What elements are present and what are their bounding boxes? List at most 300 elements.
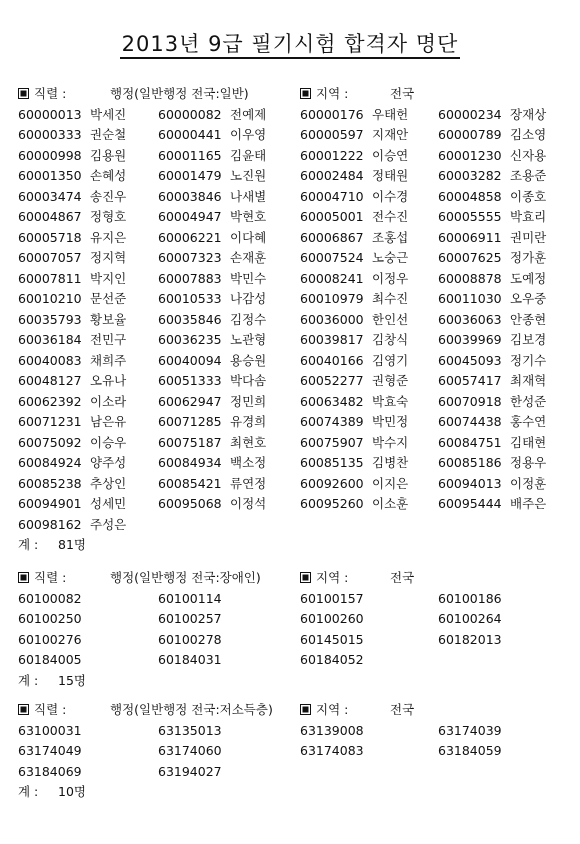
candidate-entry: [18, 412, 127, 433]
exam-number: 60006221: [158, 229, 222, 245]
candidate-name: 노관형: [230, 332, 267, 347]
section-total: [18, 782, 570, 803]
exam-number: 60182013: [438, 631, 502, 647]
exam-number: 60075092: [18, 434, 82, 450]
square-bullet-icon: [18, 572, 29, 583]
candidate-name: 권형준: [372, 373, 409, 388]
exam-number: 60000013: [18, 106, 82, 122]
candidate-entry: [18, 166, 127, 187]
candidate-name: 이종호: [510, 188, 547, 204]
candidate-name: 지재안: [372, 127, 409, 142]
region-label: [300, 568, 348, 589]
list-row: [18, 248, 570, 269]
job-series-label: [18, 84, 66, 105]
exam-number: 60084924: [18, 455, 82, 470]
candidate-entry: [300, 741, 364, 762]
candidate-name: 류연정: [230, 475, 267, 491]
candidate-entry: [300, 166, 409, 187]
exam-number: 60098162: [18, 516, 82, 532]
exam-number: 60063482: [300, 393, 364, 409]
candidate-name: 박세진: [90, 106, 127, 122]
list-row: [18, 589, 570, 610]
total-label: 계 :: [18, 784, 39, 799]
candidate-name: 정용우: [510, 455, 547, 470]
candidate-entry: [18, 630, 82, 651]
candidate-entry: [18, 433, 127, 454]
candidate-entry: [18, 392, 127, 413]
candidate-entry: [438, 248, 547, 269]
candidate-name: 손혜성: [90, 168, 127, 183]
list-row: [18, 453, 570, 474]
square-bullet-icon: [18, 704, 29, 715]
candidate-entry: [158, 351, 267, 372]
exam-number: 63174060: [158, 743, 222, 758]
exam-number: 60100278: [158, 631, 222, 647]
candidate-entry: [300, 125, 409, 146]
candidate-entry: [300, 330, 409, 351]
exam-number: 60001165: [158, 147, 222, 163]
candidate-entry: [438, 609, 502, 630]
candidate-entry: [438, 105, 547, 126]
candidate-entry: [18, 146, 127, 167]
candidate-entry: [300, 371, 409, 392]
exam-number: 60005001: [300, 209, 364, 224]
candidate-entry: [300, 494, 409, 515]
exam-number: 60071285: [158, 414, 222, 429]
job-series-label: [18, 568, 66, 589]
exam-number: 60062392: [18, 393, 82, 409]
candidate-name: 한성준: [510, 393, 547, 409]
candidate-name: 신자용: [510, 147, 547, 163]
candidate-name: 이정석: [230, 496, 267, 511]
section-total: [18, 671, 570, 692]
exam-number: 60004710: [300, 188, 364, 204]
candidate-name: 정태원: [372, 168, 409, 183]
exam-number: 60039969: [438, 332, 502, 347]
job-series-label-text: 직렬 :: [34, 570, 67, 585]
list-row: [18, 609, 570, 630]
exam-number: 60001350: [18, 168, 82, 183]
square-bullet-icon: [300, 88, 311, 99]
region-label-text: 지역 :: [316, 570, 349, 585]
exam-number: 60095260: [300, 496, 364, 511]
candidate-name: 정가훈: [510, 250, 547, 265]
candidate-name: 김보경: [510, 332, 547, 347]
total-value: 81명: [58, 537, 86, 552]
exam-number: 60000234: [438, 106, 502, 122]
candidate-entry: [18, 371, 127, 392]
candidate-name: 김용원: [90, 147, 127, 163]
candidate-entry: [18, 721, 82, 742]
exam-number: 60007811: [18, 270, 82, 286]
region-label-text: 지역 :: [316, 86, 349, 101]
candidate-name: 채희주: [90, 352, 127, 368]
section-header: [18, 568, 570, 589]
exam-number: 60003282: [438, 168, 502, 183]
candidate-name: 김창식: [372, 332, 409, 347]
candidate-entry: [18, 187, 127, 208]
candidate-entry: [158, 609, 222, 630]
candidate-entry: [18, 289, 127, 310]
candidate-entry: [300, 269, 409, 290]
candidate-name: 용승원: [230, 352, 267, 368]
candidate-name: 나새별: [230, 188, 267, 204]
candidate-entry: [158, 125, 267, 146]
exam-number: 60045093: [438, 352, 502, 368]
candidate-name: 정지혁: [90, 250, 127, 265]
region-label: [300, 700, 348, 721]
exam-number: 63139008: [300, 722, 364, 738]
exam-number: 60092600: [300, 475, 364, 491]
candidate-entry: [300, 433, 409, 454]
candidate-entry: [158, 433, 267, 454]
candidate-name: 이우영: [230, 127, 267, 142]
candidate-name: 정기수: [510, 352, 547, 368]
candidate-name: 김병찬: [372, 455, 409, 470]
candidate-entry: [438, 289, 547, 310]
candidate-entry: [18, 228, 127, 249]
candidate-name: 손재훈: [230, 250, 267, 265]
total-label: 계 :: [18, 672, 39, 688]
candidate-entry: [18, 351, 127, 372]
region-value: 전국: [390, 702, 415, 717]
region-label-text: 지역 :: [316, 702, 349, 717]
candidate-entry: [18, 105, 127, 126]
exam-number: 60035846: [158, 311, 222, 327]
candidate-name: 전예제: [230, 106, 267, 122]
job-series-label-text: 직렬 :: [34, 702, 67, 717]
candidate-name: 오유나: [90, 373, 127, 388]
document-title-text: 2013년 9급 필기시험 합격자 명단: [120, 32, 461, 59]
candidate-name: 양주성: [90, 455, 127, 470]
candidate-entry: [158, 228, 267, 249]
exam-number: 60052277: [300, 373, 364, 388]
list-row: [18, 310, 570, 331]
candidate-name: 박지인: [90, 270, 127, 286]
square-bullet-icon: [300, 704, 311, 715]
candidate-entry: [300, 146, 409, 167]
candidate-name: 유지은: [90, 229, 127, 245]
exam-number: 60008241: [300, 270, 364, 286]
exam-number: 60000441: [158, 127, 222, 142]
candidate-name: 노숭근: [372, 250, 409, 265]
candidate-name: 나감성: [230, 291, 267, 306]
candidate-name: 백소정: [230, 455, 267, 470]
exam-number: 60100082: [18, 590, 82, 606]
candidate-name: 전수진: [372, 209, 409, 224]
exam-number: 60184031: [158, 652, 222, 667]
candidate-name: 정형호: [90, 209, 127, 224]
candidate-name: 박효숙: [372, 393, 409, 409]
candidate-entry: [158, 187, 267, 208]
candidate-name: 장재상: [510, 106, 547, 122]
exam-number: 60051333: [158, 373, 222, 388]
candidate-entry: [438, 741, 502, 762]
candidate-name: 김태현: [510, 434, 547, 450]
candidate-entry: [438, 125, 547, 146]
candidate-entry: [438, 146, 547, 167]
candidate-name: 이다혜: [230, 229, 267, 245]
exam-number: 60007625: [438, 250, 502, 265]
exam-number: 60085421: [158, 475, 222, 491]
candidate-entry: [300, 412, 409, 433]
candidate-entry: [300, 630, 364, 651]
document-title: [0, 28, 580, 58]
list-row: [18, 762, 570, 783]
candidate-entry: [18, 589, 82, 610]
exam-number: 63100031: [18, 722, 82, 738]
candidate-entry: [158, 289, 267, 310]
exam-number: 60000597: [300, 127, 364, 142]
list-row: [18, 392, 570, 413]
exam-number: 60100260: [300, 611, 364, 626]
candidate-entry: [300, 392, 409, 413]
candidate-entry: [158, 146, 267, 167]
exam-number: 63184059: [438, 743, 502, 758]
candidate-entry: [438, 330, 547, 351]
exam-number: 60094901: [18, 496, 82, 511]
candidate-name: 박민정: [372, 414, 409, 429]
exam-number: 60184005: [18, 652, 82, 667]
candidate-entry: [300, 289, 409, 310]
candidate-entry: [18, 515, 127, 536]
candidate-name: 성세민: [90, 496, 127, 511]
candidate-name: 박수지: [372, 434, 409, 450]
candidate-entry: [438, 721, 502, 742]
exam-number: 60100250: [18, 611, 82, 626]
list-row: [18, 269, 570, 290]
candidate-entry: [158, 412, 267, 433]
list-row: [18, 515, 570, 536]
candidate-name: 이수경: [372, 188, 409, 204]
exam-number: 60000998: [18, 147, 82, 163]
list-row: [18, 412, 570, 433]
exam-number: 60011030: [438, 291, 502, 306]
list-row: [18, 371, 570, 392]
candidate-entry: [158, 721, 222, 742]
exam-number: 60145015: [300, 631, 364, 647]
candidate-entry: [158, 166, 267, 187]
candidate-entry: [300, 248, 409, 269]
section-header: [18, 84, 570, 105]
exam-number: 60074389: [300, 414, 364, 429]
candidate-entry: [438, 412, 547, 433]
section-header: [18, 700, 570, 721]
candidate-entry: [300, 589, 364, 610]
exam-number: 63184069: [18, 763, 82, 779]
candidate-entry: [438, 187, 547, 208]
exam-number: 60007883: [158, 270, 222, 286]
candidate-entry: [438, 630, 502, 651]
candidate-entry: [158, 630, 222, 651]
candidate-entry: [300, 650, 364, 671]
exam-number: 60001230: [438, 147, 502, 163]
candidate-entry: [300, 474, 409, 495]
exam-number: 60007323: [158, 250, 222, 265]
candidate-name: 배주은: [510, 496, 547, 511]
candidate-entry: [438, 494, 547, 515]
list-row: [18, 105, 570, 126]
candidate-name: 권미란: [510, 229, 547, 245]
exam-number: 60075187: [158, 434, 222, 450]
candidate-name: 조용준: [510, 168, 547, 183]
candidate-name: 황보율: [90, 311, 127, 327]
candidate-entry: [18, 310, 127, 331]
list-row: [18, 330, 570, 351]
exam-number: 63174049: [18, 743, 82, 758]
exam-number: 60007057: [18, 250, 82, 265]
exam-number: 60003846: [158, 188, 222, 204]
exam-number: 63135013: [158, 722, 222, 738]
candidate-entry: [158, 453, 267, 474]
exam-number: 60000176: [300, 106, 364, 122]
candidate-name: 유경희: [230, 414, 267, 429]
candidate-entry: [300, 721, 364, 742]
job-series-value: 행정(일반행정 전국:일반): [110, 86, 249, 101]
square-bullet-icon: [18, 88, 29, 99]
exam-number: 60070918: [438, 393, 502, 409]
square-bullet-icon: [300, 572, 311, 583]
candidate-entry: [18, 248, 127, 269]
candidate-entry: [158, 762, 222, 783]
candidate-entry: [158, 392, 267, 413]
candidate-name: 우태헌: [372, 106, 409, 122]
candidate-entry: [158, 248, 267, 269]
candidate-name: 조홍섭: [372, 229, 409, 245]
list-row: [18, 146, 570, 167]
candidate-entry: [158, 589, 222, 610]
list-row: [18, 125, 570, 146]
list-row: [18, 741, 570, 762]
exam-number: 60003474: [18, 188, 82, 204]
candidate-entry: [18, 762, 82, 783]
exam-number: 60095068: [158, 496, 222, 511]
candidate-entry: [300, 228, 409, 249]
candidate-name: 김영기: [372, 352, 409, 368]
candidate-entry: [158, 741, 222, 762]
exam-number: 60005718: [18, 229, 82, 245]
candidate-name: 남은유: [90, 414, 127, 429]
candidate-entry: [300, 105, 409, 126]
candidate-entry: [300, 453, 409, 474]
exam-number: 60010210: [18, 291, 82, 306]
exam-number: 60007524: [300, 250, 364, 265]
candidate-entry: [18, 609, 82, 630]
candidate-name: 최현호: [230, 434, 267, 450]
region-value: 전국: [390, 86, 415, 101]
candidate-name: 이승연: [372, 147, 409, 163]
exam-number: 63174039: [438, 722, 502, 738]
candidate-entry: [438, 166, 547, 187]
candidate-entry: [158, 371, 267, 392]
candidate-entry: [300, 609, 364, 630]
candidate-entry: [438, 589, 502, 610]
result-section: [18, 84, 570, 556]
exam-number: 60095444: [438, 496, 502, 511]
candidate-name: 주성은: [90, 516, 127, 532]
exam-number: 60085186: [438, 455, 502, 470]
exam-number: 60084934: [158, 455, 222, 470]
candidate-name: 추상인: [90, 475, 127, 491]
candidate-name: 김정수: [230, 311, 267, 327]
candidate-name: 오우중: [510, 291, 547, 306]
result-section: [18, 568, 570, 691]
exam-number: 60100264: [438, 611, 502, 626]
candidate-name: 박다솜: [230, 373, 267, 388]
candidate-entry: [18, 269, 127, 290]
candidate-name: 이승우: [90, 434, 127, 450]
candidate-entry: [438, 310, 547, 331]
candidate-name: 이정훈: [510, 475, 547, 491]
exam-number: 60010533: [158, 291, 222, 306]
total-value: 10명: [58, 784, 86, 799]
candidate-entry: [158, 330, 267, 351]
list-row: [18, 494, 570, 515]
candidate-name: 이소라: [90, 393, 127, 409]
exam-number: 60036235: [158, 332, 222, 347]
exam-number: 60075907: [300, 434, 364, 450]
candidate-entry: [18, 474, 127, 495]
candidate-entry: [18, 650, 82, 671]
exam-number: 60035793: [18, 311, 82, 327]
exam-number: 60002484: [300, 168, 364, 183]
candidate-name: 김윤태: [230, 147, 267, 163]
candidate-entry: [438, 433, 547, 454]
list-row: [18, 474, 570, 495]
result-section: [18, 700, 570, 803]
list-row: [18, 650, 570, 671]
candidate-entry: [438, 269, 547, 290]
candidate-name: 권순철: [90, 127, 127, 142]
candidate-name: 송진우: [90, 188, 127, 204]
list-row: [18, 187, 570, 208]
candidate-entry: [300, 207, 409, 228]
exam-number: 60004867: [18, 209, 82, 224]
job-series-value: 행정(일반행정 전국:저소득층): [110, 702, 273, 717]
candidate-entry: [300, 310, 409, 331]
exam-number: 60100114: [158, 590, 222, 606]
list-row: [18, 228, 570, 249]
candidate-entry: [438, 207, 547, 228]
exam-number: 60036063: [438, 311, 502, 327]
candidate-entry: [158, 310, 267, 331]
exam-number: 60000082: [158, 106, 222, 122]
exam-number: 60000789: [438, 127, 502, 142]
list-row: [18, 721, 570, 742]
exam-number: 60184052: [300, 652, 364, 667]
candidate-name: 박민수: [230, 270, 267, 286]
section-total: [18, 535, 570, 556]
list-row: [18, 207, 570, 228]
exam-number: 60001222: [300, 147, 364, 163]
candidate-entry: [158, 474, 267, 495]
candidate-entry: [18, 207, 127, 228]
candidate-entry: [300, 351, 409, 372]
list-row: [18, 351, 570, 372]
exam-number: 60085135: [300, 455, 364, 470]
job-series-label: [18, 700, 66, 721]
candidate-entry: [438, 351, 547, 372]
exam-number: 60008878: [438, 270, 502, 286]
candidate-name: 이소훈: [372, 496, 409, 511]
exam-number: 60040094: [158, 352, 222, 368]
exam-number: 60062947: [158, 393, 222, 409]
job-series-label-text: 직렬 :: [34, 86, 67, 101]
exam-number: 60001479: [158, 168, 222, 183]
candidate-name: 노진원: [230, 168, 267, 183]
exam-number: 60004947: [158, 209, 222, 224]
candidate-name: 문선준: [90, 291, 127, 306]
